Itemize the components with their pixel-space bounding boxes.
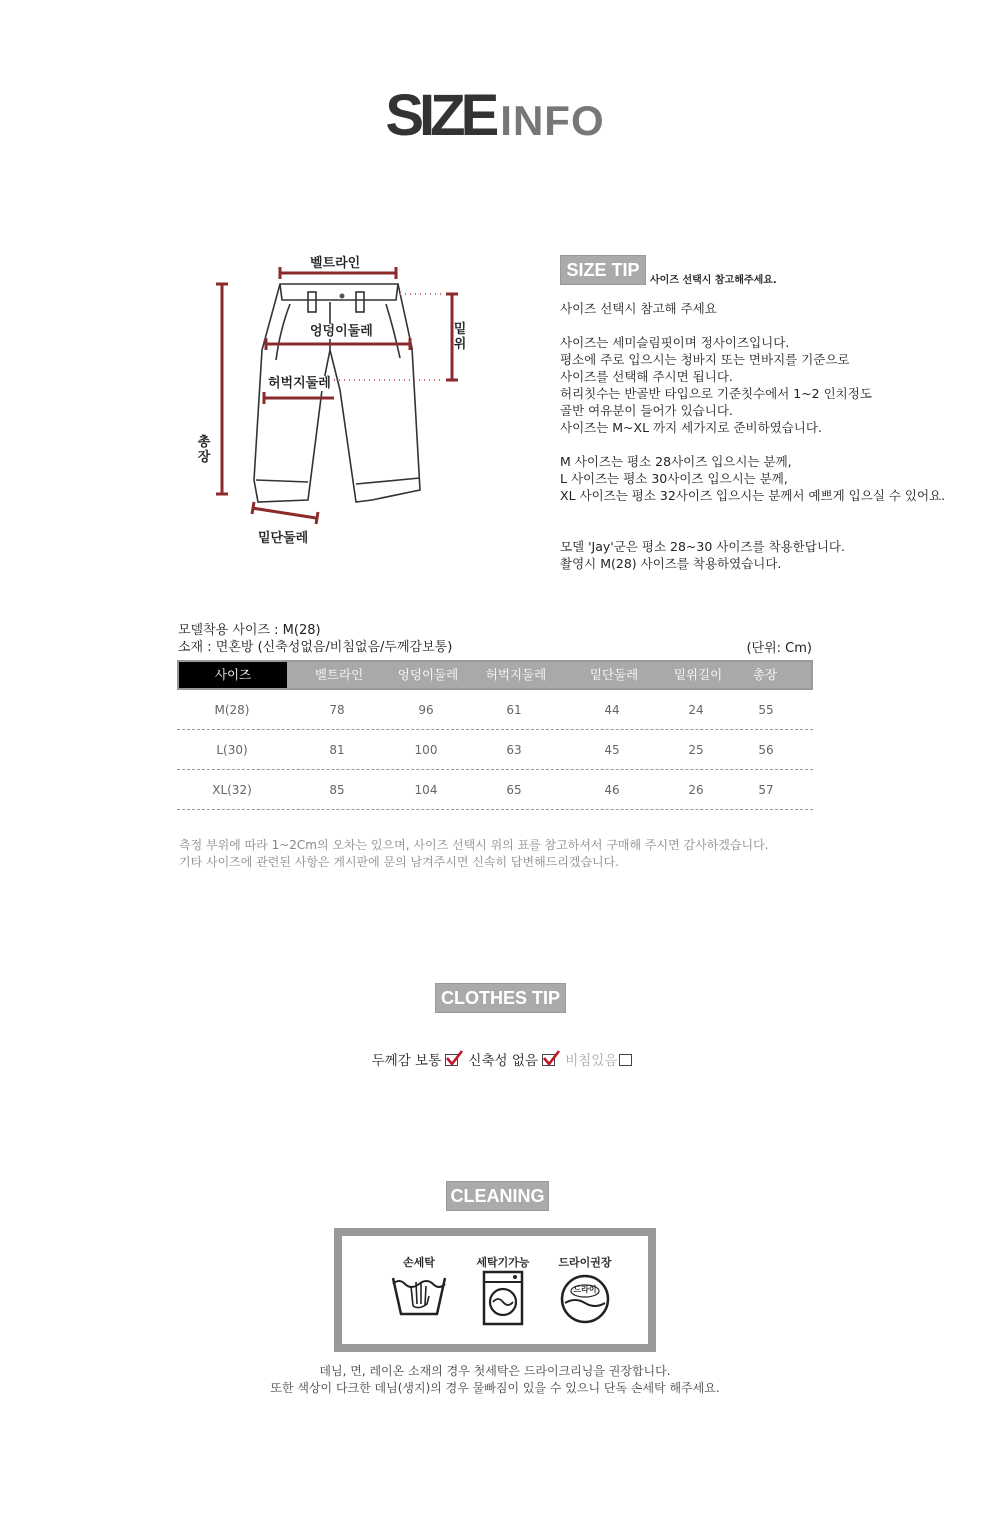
tip-line: 골반 여유분이 들어가 있습니다. <box>560 403 733 418</box>
clothes-tip-badge: CLOTHES TIP <box>435 983 566 1013</box>
hand-wash-item <box>374 1254 464 1324</box>
tip-line <box>560 436 945 453</box>
hand-wash-label: 손세탁 <box>403 1256 435 1269</box>
machine-wash-label: 세탁기가능 <box>476 1256 530 1269</box>
tip-line <box>560 504 945 521</box>
page-title <box>0 82 990 149</box>
table-cell: 56 <box>758 743 774 757</box>
cleaning-note-line: 또한 색상이 다크한 데님(생지)의 경우 물빠짐이 있을 수 있으니 단독 손세탁 해주세요. <box>270 1381 720 1395</box>
tip-line: 사이즈는 세미슬림핏이며 정사이즈입니다. <box>560 335 790 350</box>
table-cell: 25 <box>688 743 704 757</box>
tip-line: 허리칫수는 반골반 타입으로 기준칫수에서 1~2 인치정도 <box>560 386 872 401</box>
washing-machine-icon <box>473 1270 533 1330</box>
table-cell: 24 <box>688 703 704 717</box>
table-cell: 26 <box>688 783 704 797</box>
length-label: 총장 <box>197 435 211 465</box>
measurement-note: 측정 부위에 따라 1~2Cm의 오차는 있으며, 사이즈 선택시 위의 표를 참고하셔서 구매해 주시면 감사하겠습니다. <box>179 838 769 852</box>
tip-line: 사이즈는 M~XL 까지 세가지로 준비하였습니다. <box>560 420 822 435</box>
unchecked-box-icon <box>619 1054 632 1066</box>
tip-line <box>560 317 945 334</box>
table-cell: 57 <box>758 783 774 797</box>
table-cell: 78 <box>329 703 345 717</box>
tip-line: XL 사이즈는 평소 32사이즈 입으시는 분께서 예쁘게 입으실 수 있어요. <box>560 488 946 503</box>
cleaning-note-line: 데님, 면, 레이온 소재의 경우 첫세탁은 드라이크리닝을 권장합니다. <box>319 1364 671 1378</box>
size-tip-text <box>560 300 945 572</box>
unit-label: (단위: Cm) <box>746 641 812 656</box>
tip-line: 촬영시 M(28) 사이즈를 착용하였습니다. <box>560 556 782 571</box>
hem-label: 밑단둘레 <box>258 531 309 546</box>
table-cell: M(28) <box>214 703 250 717</box>
table-cell: 45 <box>604 743 620 757</box>
tip-line <box>560 521 945 538</box>
cleaning-badge: CLEANING <box>446 1181 549 1211</box>
table-cell: L(30) <box>216 743 248 757</box>
tip-line: L 사이즈는 평소 30사이즈 입으시는 분께, <box>560 471 788 486</box>
checked-box-icon <box>542 1054 555 1066</box>
title-info-word: INFO <box>500 97 605 144</box>
rise-label: 밑위 <box>453 322 467 352</box>
thickness-label: 두께감 보통 <box>371 1053 442 1069</box>
pants-illustration <box>180 240 480 560</box>
belt-line-label: 벨트라인 <box>310 256 361 271</box>
table-header-cell: 밑단둘레 <box>589 667 639 682</box>
table-cell: 46 <box>604 783 620 797</box>
table-header-cell: 벨트라인 <box>314 667 364 682</box>
pants-measurement-diagram <box>180 240 480 560</box>
material-line: 소재 : 면혼방 (신축성없음/비침없음/두께감보통) <box>178 640 453 655</box>
dry-clean-label: 드라이권장 <box>558 1256 612 1269</box>
table-header-cell: 허벅지둘레 <box>485 667 547 682</box>
table-cell: 65 <box>506 783 522 797</box>
tip-line: 사이즈를 선택해 주시면 됩니다. <box>560 369 733 384</box>
cleaning-icons-box <box>334 1228 656 1352</box>
table-cell: 61 <box>506 703 522 717</box>
table-cell: 85 <box>329 783 345 797</box>
table-cell: XL(32) <box>212 783 252 797</box>
table-row <box>177 770 813 810</box>
tip-line: M 사이즈는 평소 28사이즈 입으시는 분께, <box>560 454 792 469</box>
table-header-cell: 엉덩이둘레 <box>397 667 459 682</box>
thigh-label: 허벅지둘레 <box>268 376 331 391</box>
hip-label: 엉덩이둘레 <box>310 324 373 339</box>
seethrough-label: 비침있음 <box>565 1053 618 1069</box>
model-size-line: 모델착용 사이즈 : M(28) <box>178 623 321 638</box>
tip-line: 모델 'Jay'군은 평소 28~30 사이즈를 착용한답니다. <box>560 539 845 554</box>
checked-box-icon <box>445 1054 458 1066</box>
table-cell: 100 <box>414 743 438 757</box>
table-cell: 55 <box>758 703 774 717</box>
stretch-label: 신축성 없음 <box>468 1053 538 1069</box>
size-table <box>177 660 813 810</box>
table-cell: 44 <box>604 703 620 717</box>
table-header-cell: 총장 <box>752 667 778 682</box>
dry-clean-item <box>540 1254 630 1325</box>
table-cell: 104 <box>414 783 438 797</box>
dry-icon-text: 드라이 <box>573 1285 597 1294</box>
clothes-attributes <box>0 1049 990 1069</box>
hand-wash-icon <box>389 1270 449 1320</box>
table-header-cell: 사이즈 <box>179 662 287 688</box>
table-cell: 96 <box>418 703 434 717</box>
table-row <box>177 690 813 730</box>
table-cell: 81 <box>329 743 345 757</box>
size-tip-badge: SIZE TIP <box>560 255 646 285</box>
tip-line: 평소에 주로 입으시는 청바지 또는 면바지를 기준으로 <box>560 352 850 367</box>
machine-wash-item <box>458 1254 548 1334</box>
table-header-row <box>177 660 813 690</box>
table-row <box>177 730 813 770</box>
size-tip-caption: 사이즈 선택시 참고해주세요. <box>650 275 777 286</box>
inquiry-note: 기타 사이즈에 관련된 사항은 게시판에 문의 남겨주시면 신속히 답변해드리겠습니다. <box>179 855 620 869</box>
title-size-word: SIZE <box>385 83 495 148</box>
tip-line: 사이즈 선택시 참고해 주세요 <box>560 301 717 316</box>
dry-clean-icon <box>559 1273 611 1325</box>
table-header-cell: 밑위길이 <box>673 667 723 682</box>
table-cell: 63 <box>506 743 522 757</box>
